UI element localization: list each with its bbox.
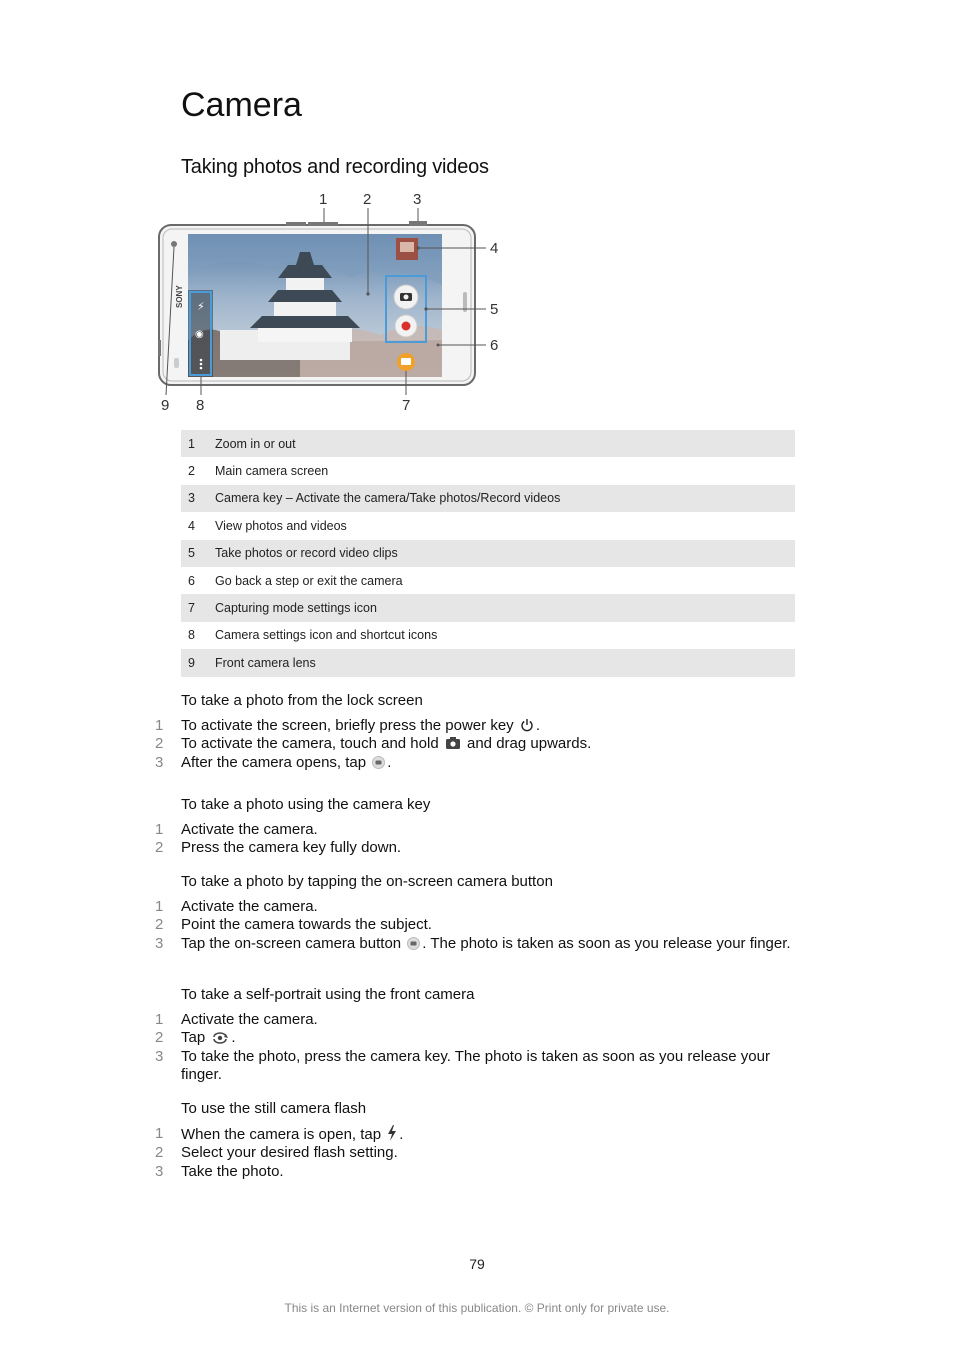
procedure-heading: To take a photo using the camera key (181, 796, 431, 813)
procedure-camera-key (150, 796, 800, 858)
step (150, 1144, 800, 1162)
callout-5: 5 (490, 301, 499, 318)
shutter-button-icon (407, 937, 420, 950)
legend-number: 5 (188, 546, 195, 561)
legend-number: 4 (188, 518, 195, 533)
step-number: 2 (155, 735, 164, 753)
legend-row (181, 430, 795, 457)
legend-text: Camera key – Activate the camera/Take photos/Record videos (215, 491, 561, 506)
callout-1: 1 (319, 191, 328, 208)
camera-icon (445, 736, 461, 750)
step-text-end: . (231, 1029, 236, 1047)
step-text-end: . The photo is taken as soon as you release your finger. (422, 934, 791, 952)
step-text: Tap (181, 1029, 210, 1047)
flash-icon (387, 1125, 397, 1141)
step-text-end: . (399, 1126, 404, 1143)
callout-2: 2 (363, 191, 372, 208)
step-number: 1 (155, 717, 164, 734)
callout-4: 4 (490, 240, 499, 257)
step-text-end: . (535, 717, 540, 734)
switch-camera-shortcut-icon: ◉ (195, 329, 204, 340)
callout-8: 8 (196, 397, 205, 414)
step (150, 839, 800, 857)
legend-number: 8 (188, 628, 195, 643)
step-number: 3 (155, 753, 164, 771)
legend-text: View photos and videos (215, 518, 347, 533)
page-title: Camera (181, 86, 302, 124)
step (150, 1048, 800, 1085)
switch-camera-icon (211, 1030, 229, 1044)
callout-6: 6 (490, 337, 499, 354)
procedure-onscreen-button (150, 873, 800, 953)
section-title: Taking photos and recording videos (181, 156, 489, 178)
legend-row (181, 594, 795, 621)
step (150, 1125, 800, 1144)
legend-text: Main camera screen (215, 464, 329, 479)
step-number: 3 (155, 934, 164, 952)
step-text: To take the photo, press the camera key. The photo is taken as soon as you release your finger. (181, 1047, 770, 1083)
step-number: 3 (155, 1162, 164, 1180)
legend-row (181, 512, 795, 539)
step-text: Press the camera key fully down. (181, 839, 402, 857)
procedure-flash (150, 1100, 800, 1181)
step-text: When the camera is open, tap (181, 1126, 386, 1143)
step-text: Activate the camera. (181, 1011, 318, 1028)
step-text-end: . (387, 753, 392, 771)
step (150, 916, 800, 934)
shutter-button-icon (372, 756, 385, 769)
step-text: Select your desired flash setting. (181, 1144, 398, 1162)
step (150, 1029, 800, 1047)
legend-row (181, 485, 795, 512)
flash-shortcut-icon: ⚡ (197, 300, 205, 313)
step-number: 3 (155, 1047, 164, 1065)
legend-text: Front camera lens (215, 655, 316, 670)
step (150, 898, 800, 916)
callout-9: 9 (161, 397, 170, 414)
step (150, 717, 800, 735)
step-number: 1 (155, 1011, 164, 1028)
step (150, 754, 800, 772)
phone-camera-figure (150, 190, 510, 420)
legend-number: 2 (188, 464, 195, 479)
step-number: 2 (155, 1144, 164, 1162)
procedure-lock-screen (150, 692, 800, 772)
step-text: To activate the camera, touch and hold (181, 735, 443, 753)
step-text: Point the camera towards the subject. (181, 916, 432, 934)
step-number: 1 (155, 821, 164, 838)
step-number: 2 (155, 916, 164, 934)
step-number: 2 (155, 1029, 164, 1047)
legend-table (181, 430, 795, 677)
procedure-heading: To use the still camera flash (181, 1100, 367, 1117)
callout-7: 7 (402, 397, 411, 414)
legend-text: Capturing mode settings icon (215, 601, 377, 616)
step-text: Activate the camera. (181, 898, 318, 915)
step-text: After the camera opens, tap (181, 753, 371, 771)
step-text: To activate the screen, briefly press the power key (181, 717, 518, 734)
procedure-heading: To take a photo by tapping the on-screen camera button (181, 873, 553, 890)
front-camera-lens (171, 241, 177, 247)
legend-number: 9 (188, 655, 195, 670)
legend-row (181, 457, 795, 484)
step-number: 2 (155, 839, 164, 857)
step (150, 1011, 800, 1029)
zoom-key (286, 222, 306, 226)
step (150, 735, 800, 753)
page-number: 79 (469, 1256, 485, 1272)
step (150, 821, 800, 839)
legend-row (181, 649, 795, 676)
step (150, 1163, 800, 1181)
footer-notice: This is an Internet version of this publication. © Print only for private use. (284, 1301, 670, 1315)
legend-row (181, 567, 795, 594)
legend-number: 1 (188, 436, 195, 451)
legend-text: Go back a step or exit the camera (215, 573, 403, 588)
procedure-heading: To take a self-portrait using the front camera (181, 986, 475, 1003)
legend-number: 6 (188, 573, 195, 588)
step-text: Tap the on-screen camera button (181, 934, 406, 952)
legend-number: 3 (188, 491, 195, 506)
camera-key (409, 221, 427, 226)
phone-illustration (150, 190, 510, 420)
step-text: Activate the camera. (181, 821, 318, 838)
legend-number: 7 (188, 601, 195, 616)
record-video-icon (402, 322, 411, 331)
brand-logo: SONY (175, 285, 184, 308)
step (150, 935, 800, 953)
legend-row (181, 622, 795, 649)
legend-text: Zoom in or out (215, 436, 296, 451)
procedure-heading: To take a photo from the lock screen (181, 692, 423, 709)
step-number: 1 (155, 1125, 164, 1142)
procedure-self-portrait (150, 986, 800, 1084)
legend-text: Take photos or record video clips (215, 546, 398, 561)
step-text: Take the photo. (181, 1162, 284, 1180)
step-text-end: and drag upwards. (462, 735, 592, 753)
power-icon (520, 718, 534, 732)
step-number: 1 (155, 898, 164, 915)
callout-3: 3 (413, 191, 422, 208)
legend-text: Camera settings icon and shortcut icons (215, 628, 438, 643)
legend-row (181, 540, 795, 567)
